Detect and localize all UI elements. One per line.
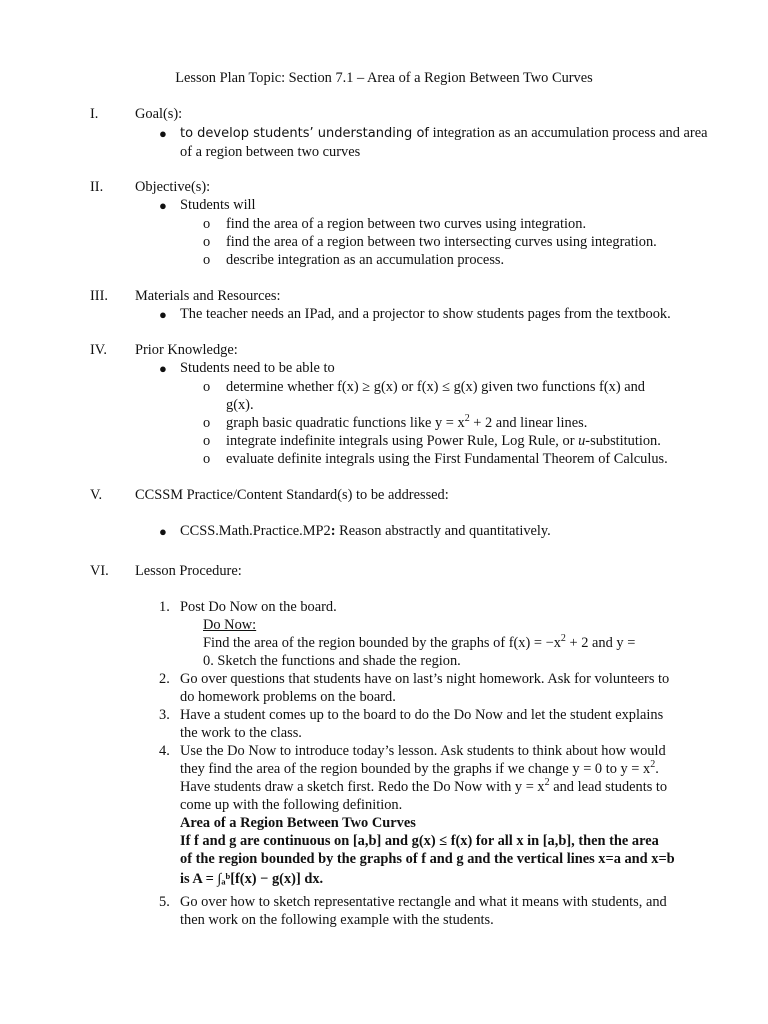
definition-text: If f and g are continuous on [a,b] and g(x) ≤ f(x) for all x in [a,b], then the area <box>180 833 659 849</box>
goal-bullet-text-line2: of a region between two curves <box>180 144 361 160</box>
step-number: 2. <box>159 671 170 687</box>
objectives-bullet-text: Students will <box>180 197 256 213</box>
u-variable: u <box>578 433 586 449</box>
standard-code: CCSS.Math.Practice.MP2 <box>180 523 331 539</box>
step-text-part: they find the area of the region bounded by the graphs if we change y = 0 to y = x <box>180 761 651 777</box>
prior-item-text: -substitution. <box>585 433 661 449</box>
standard-colon: : <box>330 523 336 539</box>
bullet-icon: ● <box>159 361 167 376</box>
exponent: 2 <box>560 633 566 645</box>
section-numeral-objectives: II. <box>90 179 104 195</box>
bullet-icon: ● <box>159 524 167 539</box>
step-text: Go over questions that students have on last’s night homework. Ask for volunteers to <box>180 671 670 687</box>
section-numeral-goals: I. <box>90 106 99 122</box>
standards-bullet-text <box>180 522 551 540</box>
prior-item-text: integrate indefinite integrals using Power Rule, Log Rule, or <box>226 433 579 449</box>
goal-bullet-text <box>180 124 708 143</box>
bullet-icon: ● <box>159 307 167 322</box>
section-numeral-materials: III. <box>90 288 108 304</box>
page-title: Lesson Plan Topic: Section 7.1 – Area of a Region Between Two Curves <box>175 70 593 86</box>
step-number: 5. <box>159 894 170 910</box>
section-heading-procedure: Lesson Procedure: <box>135 563 242 579</box>
prior-item <box>226 414 587 432</box>
do-now-label: Do Now: <box>203 617 257 633</box>
section-heading-standards: CCSSM Practice/Content Standard(s) to be addressed: <box>135 487 449 503</box>
circle-bullet-icon: o <box>203 451 211 467</box>
step-text-line2: the work to the class. <box>180 725 302 741</box>
section-heading-prior: Prior Knowledge: <box>135 342 238 358</box>
circle-bullet-icon: o <box>203 433 211 449</box>
prior-item-text: graph basic quadratic functions like y = x <box>226 415 465 431</box>
materials-bullet-text: The teacher needs an IPad, and a projector to show students pages from the textbook. <box>180 306 671 322</box>
prior-item-line2: g(x). <box>226 397 254 413</box>
section-numeral-standards: V. <box>90 487 103 503</box>
goal-bullet-part-a: to develop students’ understanding of <box>180 126 429 141</box>
circle-bullet-icon: o <box>203 216 211 232</box>
prior-bullet-text: Students need to be able to <box>180 360 335 376</box>
step-text: Use the Do Now to introduce today’s lesson. Ask students to think about how would <box>180 743 666 759</box>
step-text: Have a student comes up to the board to do the Do Now and let the student explains <box>180 707 664 723</box>
prior-item: determine whether f(x) ≥ g(x) or f(x) ≤ g(x) given two functions f(x) and <box>226 379 645 395</box>
prior-item: evaluate definite integrals using the First Fundamental Theorem of Calculus. <box>226 451 668 467</box>
prior-item <box>226 432 661 450</box>
step-text-line4: come up with the following definition. <box>180 797 403 813</box>
section-heading-objectives: Objective(s): <box>135 179 211 195</box>
objective-item: find the area of a region between two intersecting curves using integration. <box>226 234 657 250</box>
definition-title: Area of a Region Between Two Curves <box>180 815 416 831</box>
prior-item-text: + 2 and linear lines. <box>469 415 588 431</box>
bullet-icon: ● <box>159 126 167 141</box>
objective-item: describe integration as an accumulation process. <box>226 252 505 268</box>
section-numeral-procedure: VI. <box>90 563 109 579</box>
exponent: 2 <box>464 413 470 425</box>
step-text-part: Have students draw a sketch first. Redo the Do Now with y = x <box>180 779 545 795</box>
do-now-text-part: Find the area of the region bounded by the graphs of f(x) = −x <box>203 635 561 651</box>
definition-text-line2: of the region bounded by the graphs of f and g and the vertical lines x=a and x=b <box>180 851 675 867</box>
section-heading-goals: Goal(s): <box>135 106 183 122</box>
step-number: 4. <box>159 743 170 759</box>
definition-formula: is A = ∫ₐᵇ[f(x) − g(x)] dx. <box>180 871 324 887</box>
circle-bullet-icon: o <box>203 252 211 268</box>
do-now-text-line2: 0. Sketch the functions and shade the region. <box>203 653 461 669</box>
step-text-line2: do homework problems on the board. <box>180 689 396 705</box>
step-number: 3. <box>159 707 170 723</box>
step-text-part: and lead students to <box>549 779 668 795</box>
section-heading-materials: Materials and Resources: <box>135 288 281 304</box>
exponent: 2 <box>650 759 656 771</box>
exponent: 2 <box>544 777 550 789</box>
step-number: 1. <box>159 599 170 615</box>
do-now-text <box>203 634 635 652</box>
step-text: Go over how to sketch representative rectangle and what it means with students, and <box>180 894 667 910</box>
circle-bullet-icon: o <box>203 379 211 395</box>
bullet-icon: ● <box>159 198 167 213</box>
step-text-line2: then work on the following example with the students. <box>180 912 494 928</box>
section-numeral-prior: IV. <box>90 342 107 358</box>
do-now-text-part: + 2 and y = <box>565 635 636 651</box>
circle-bullet-icon: o <box>203 234 211 250</box>
goal-bullet-part-b: integration as an accumulation process and area <box>428 125 708 141</box>
step-text-line2 <box>180 760 659 778</box>
standard-description: Reason abstractly and quantitatively. <box>335 523 551 539</box>
step-text: Post Do Now on the board. <box>180 599 337 615</box>
step-text-part: . <box>655 761 659 777</box>
objective-item: find the area of a region between two curves using integration. <box>226 216 587 232</box>
step-text-line3 <box>180 778 667 796</box>
circle-bullet-icon: o <box>203 415 211 431</box>
